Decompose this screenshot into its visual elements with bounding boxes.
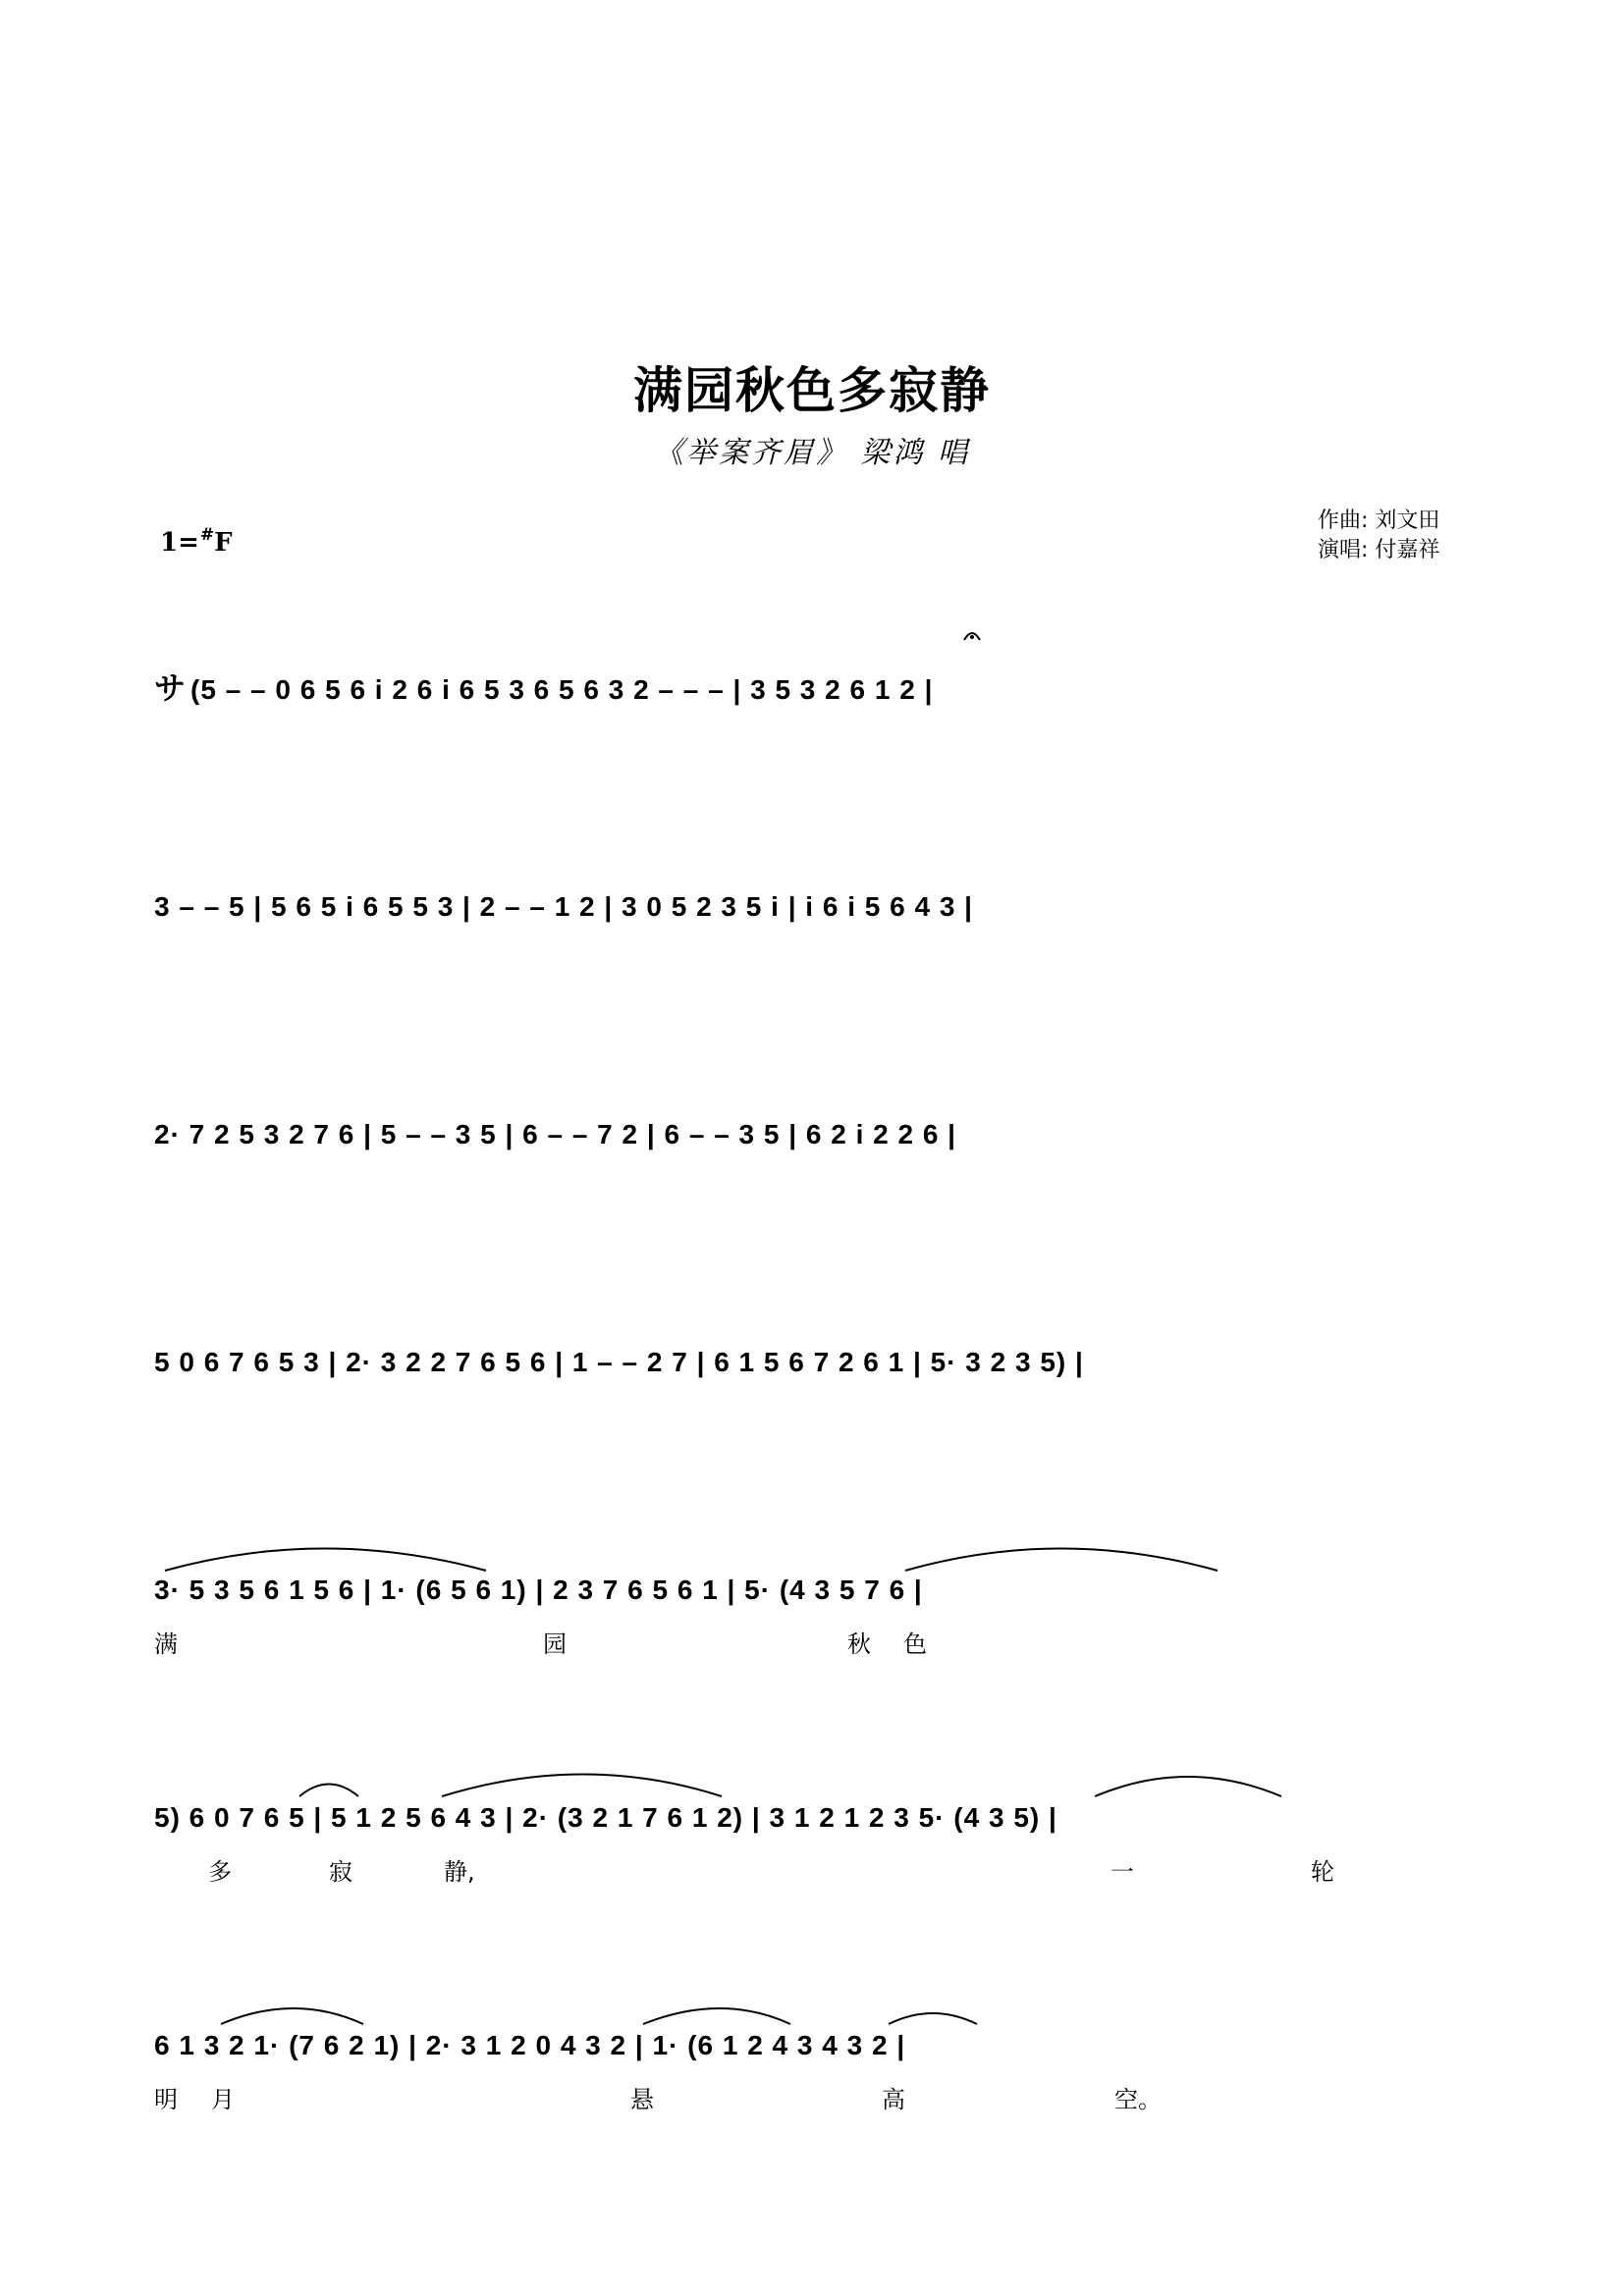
notation-line-1: (5 – – 0 6 5 6 i 2 6 i 6 5 3 6 5 6 3 2 – – – | 3 5 3 2 6 1 2 |: [190, 674, 934, 705]
notation-line-5: 3· 5 3 5 6 1 5 6 | 1· (6 5 6 1) | 2 3 7 6 5 6 1 | 5· (4 3 5 7 6 |: [154, 1575, 923, 1605]
slur-arc: [442, 1775, 722, 1797]
lyric-char: 明: [154, 2086, 178, 2113]
lyric-char: 月: [211, 2086, 235, 2113]
sharp-sign: #: [199, 525, 215, 545]
slur-arc: [299, 1785, 358, 1797]
lyric-char: 空。: [1114, 2086, 1162, 2113]
key-base: 1=: [160, 528, 199, 558]
lyric-char: 静,: [444, 1858, 475, 1886]
key-note: F: [214, 528, 233, 558]
composer-credit: 作曲: 刘文田: [1318, 508, 1440, 533]
slur-arc: [165, 1549, 486, 1572]
notation-line-2: 3 – – 5 | 5 6 5 i 6 5 5 3 | 2 – – 1 2 | 3 0 5 2 3 5 i | i 6 i 5 6 4 3 |: [154, 891, 974, 922]
notation-line-7: 6 1 3 2 1· (7 6 2 1) | 2· 3 1 2 0 4 3 2 | 1· (6 1 2 4 3 4 3 2 |: [154, 2030, 906, 2060]
lyric-char: 高: [882, 2086, 905, 2113]
score-title: 满园秋色多寂静: [633, 361, 991, 419]
notation-line-6: 5) 6 0 7 6 5 | 5 1 2 5 6 4 3 | 2· (3 2 1 7 6 1 2) | 3 1 2 1 2 3 5· (4 3 5) |: [154, 1802, 1057, 1833]
lyric-char: 悬: [630, 2086, 654, 2113]
notation-line-4: 5 0 6 7 6 5 3 | 2· 3 2 2 7 6 5 6 | 1 – – 2 7 | 6 1 5 6 7 2 6 1 | 5· 3 2 3 5) |: [154, 1347, 1084, 1377]
lyric-char: 寂: [329, 1858, 352, 1886]
slur-arc: [905, 1549, 1218, 1572]
free-rhythm-marker: サ: [154, 669, 188, 707]
slur-arc: [643, 2008, 790, 2024]
slur-arc: [1095, 1777, 1281, 1796]
notation-line-3: 2· 7 2 5 3 2 7 6 | 5 – – 3 5 | 6 – – 7 2 | 6 – – 3 5 | 6 2 i 2 2 6 |: [154, 1119, 957, 1149]
lyric-char: 一: [1110, 1858, 1134, 1886]
fermata-dot: [970, 635, 974, 639]
slur-arc: [889, 2013, 977, 2024]
performer-credit: 演唱: 付嘉祥: [1318, 538, 1440, 562]
lyric-char: 轮: [1311, 1858, 1334, 1886]
lyric-char: 秋: [847, 1630, 871, 1658]
lyric-char: 园: [543, 1630, 567, 1658]
lyric-char: 多: [208, 1858, 232, 1886]
lyric-char: 色: [903, 1630, 927, 1658]
slur-arc: [221, 2008, 363, 2024]
lyric-char: 满: [154, 1630, 178, 1658]
score-subtitle: 《举案齐眉》 梁鸿 唱: [653, 436, 971, 470]
